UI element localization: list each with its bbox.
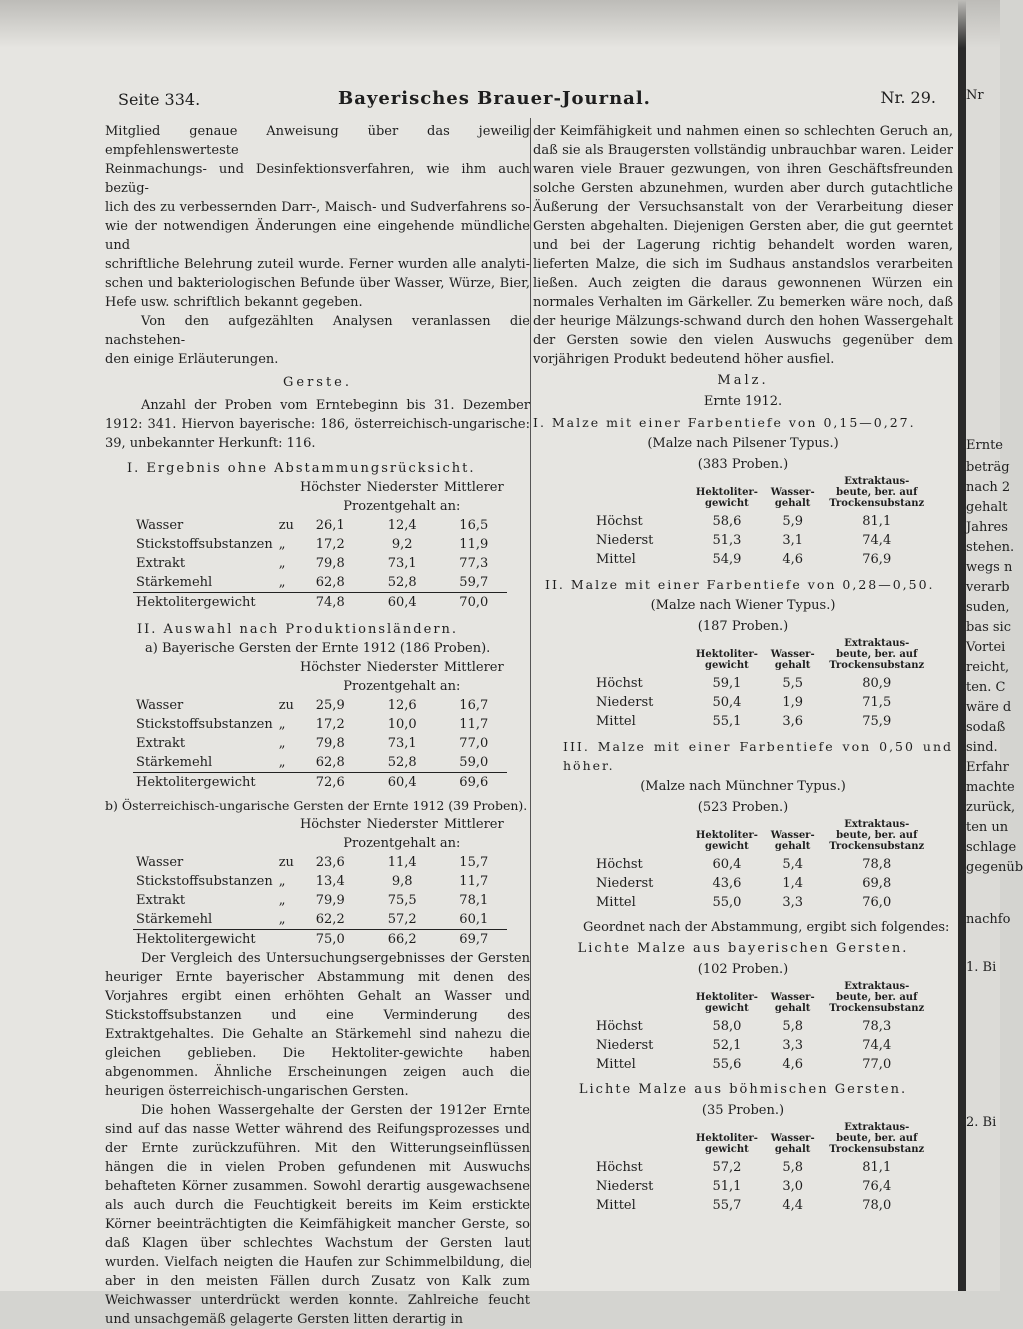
value-cell: 62,8 [297,573,364,593]
table-row [593,512,933,531]
value-cell: 11,7 [459,874,489,889]
malz-5-count: (35 Proben.) [701,1103,785,1118]
value-cell: 25,9 [315,698,345,713]
value-cell: 5,8 [782,1160,804,1175]
malz-1-table [593,476,933,569]
spacer-cell [276,658,297,677]
adjacent-page-fragment: Nr [966,88,984,103]
value-cell: 11,7 [459,717,489,732]
table-oesterreich [133,815,507,949]
value-cell: 74,4 [862,1038,892,1053]
value-cell: 57,2 [364,910,441,930]
row-label: Wasser [136,698,184,713]
column-header: Hektoliter- gewicht [695,487,758,509]
column-header: Niederster [366,660,438,675]
row-label: Niederst [596,533,654,548]
table-row [133,872,507,891]
value-cell: 5,9 [782,514,804,529]
value-cell: 72,6 [315,775,345,790]
unit-mark: „ [278,736,286,751]
adjacent-page-fragment: Jahres [966,520,1008,535]
row-label: Mittel [596,552,636,567]
unit-mark [276,593,297,613]
row-label: Stickstoffsubstanzen [136,874,273,889]
row-label: Höchst [596,857,643,872]
adjacent-page-fragment: zurück, [966,800,1016,815]
table-row [133,734,507,753]
value-cell: 17,2 [315,717,345,732]
column-header: Hektoliter- gewicht [695,649,758,671]
value-cell: 74,4 [862,533,892,548]
continued-paragraph: der Keimfähigkeit und nahmen einen so schlechten Geruch an, daß sie als Braugersten vollständig unbrauchbar waren. Leider waren viele Brauer gezwungen, von ihren Geschäftsfreunden solche Gersten abzunehmen, wurden aber durch gutachtliche Äußerung der Versuchsanstalt von der Verarbeitung dieser Gersten abgehalten. Diejenigen Gersten aber, die gut geerntet und bei der Lagerung richtig behandelt worden waren, lieferten Malze, die sich im Sudhaus anstandslos verarbeiten ließen. Auch zeigten die daraus gewonnenen Würzen ein normales Verhalten im Gärkeller. Zu bemerken wäre noch, daß der heurige Mälzungs-schwand durch den hohen Wassergehalt der Gersten sowie den vielen Auswuchs gegenüber dem vorjährigen Produkt bedeutend höher ausfiel. [533,124,953,367]
column-header: Niederster [366,480,438,495]
malz-2-table [593,638,933,731]
value-cell: 69,7 [459,932,489,947]
row-label: Höchst [596,1019,643,1034]
column-header: Höchster [299,817,361,832]
value-cell: 78,1 [459,893,489,908]
journal-title: Bayerisches Brauer-Journal. [338,88,651,109]
ernte-label: Ernte 1912. [703,394,783,409]
spacer-cell [133,658,276,677]
adjacent-page-fragment: sodaß [966,720,1006,735]
adjacent-page-fragment: gehalt [966,500,1008,515]
row-label: Wasser [136,855,184,870]
row-label: Stickstoffsubstanzen [136,537,273,552]
spacer-cell [133,497,276,516]
issue-number: Nr. 29. [880,88,936,107]
unit-mark: „ [276,573,297,593]
value-cell: 43,6 [712,876,742,891]
value-cell: 79,9 [315,893,345,908]
row-label: Mittel [596,1198,636,1213]
column-header: Hektoliter- gewicht [695,1133,758,1155]
table-row [593,712,933,731]
row-label: Extrakt [136,893,186,908]
table-row [133,593,507,613]
intro-line: schriftliche Belehrung zuteil wurde. Ferner wurden alle analyti- [105,257,530,272]
unit-mark: „ [276,910,297,930]
value-cell: 60,1 [441,910,507,930]
table-row [133,696,507,715]
table-row [593,531,933,550]
value-cell: 3,3 [782,1038,804,1053]
table-row [133,516,507,535]
value-cell: 57,2 [712,1160,742,1175]
row-label: Hektolitergewicht [136,775,256,790]
value-cell: 79,8 [315,736,345,751]
spacer-cell [593,638,689,674]
adjacent-page-fragment: nach 2 [966,480,1011,495]
adjacent-page-fragment: Vortei [966,640,1006,655]
malz-3-heading: III. Malze mit einer Farbentiefe von 0,50 und höher. [563,739,953,773]
column-header: Höchster [299,660,361,675]
intro-line: Hefe usw. schriftlich bekannt gegeben. [105,295,363,310]
malz-4-heading: Lichte Malze aus bayerischen Gersten. [577,941,909,956]
section-2-heading: II. Auswahl nach Produktionsländern. [137,622,459,637]
value-cell: 3,6 [782,714,804,729]
section-2b-heading: b) Österreichisch-ungarische Gersten der Ernte 1912 (39 Proben). [105,798,528,813]
value-cell: 12,4 [387,518,417,533]
value-cell: 52,8 [364,573,441,593]
table-row [593,893,933,912]
column-header: Hektoliter- gewicht [695,830,758,852]
value-cell: 77,3 [459,556,489,571]
value-cell: 11,9 [459,537,489,552]
value-cell: 5,5 [782,676,804,691]
row-label: Hektolitergewicht [136,932,256,947]
malz-4-count: (102 Proben.) [697,962,789,977]
column-header: Niederster [366,817,438,832]
value-cell: 66,2 [387,932,417,947]
unit-mark [276,773,297,793]
adjacent-page-fragment: machte [966,780,1015,795]
value-cell: 23,6 [315,855,345,870]
row-label: Niederst [596,1179,654,1194]
value-cell: 79,8 [315,556,345,571]
adjacent-page-fragment: Ernte [966,438,1003,453]
spacer-cell [593,819,689,855]
row-label: Stärkemehl [133,753,276,773]
value-cell: 59,1 [712,676,742,691]
prozent-label: Prozentgehalt an: [343,836,461,851]
malz-3-table [593,819,933,912]
table-row [593,1196,933,1215]
row-label: Niederst [596,1038,654,1053]
value-cell: 10,0 [387,717,417,732]
value-cell: 77,0 [459,736,489,751]
value-cell: 78,3 [862,1019,892,1034]
adjacent-page-fragment: ten. C [966,680,1006,695]
value-cell: 9,2 [391,537,413,552]
malz-2-type: (Malze nach Wiener Typus.) [650,598,836,613]
unit-mark: „ [278,537,286,552]
left-column [105,122,530,1329]
row-label: Stickstoffsubstanzen [136,717,273,732]
malz-heading: Malz. [717,373,769,388]
value-cell: 15,7 [459,855,489,870]
row-label: Mittel [596,1057,636,1072]
spacer-cell [593,981,689,1017]
value-cell: 69,6 [459,775,489,790]
malz-1-type: (Malze nach Pilsener Typus.) [647,436,839,451]
table-row [133,715,507,734]
value-cell: 17,2 [315,537,345,552]
value-cell: 1,9 [782,695,804,710]
malz-1-heading: I. Malze mit einer Farbentiefe von 0,15—0,27. [533,415,916,430]
row-label: Höchst [596,676,643,691]
table-ergebnis [133,478,507,612]
spacer-cell [276,815,297,834]
column-header: Extraktaus- beute, ber. auf Trockensubstanz [829,819,925,852]
unit-mark: zu [278,698,294,713]
unit-mark: „ [278,556,286,571]
adjacent-page-fragment: nachfo [966,912,1011,927]
page-header [118,88,936,116]
section-1-heading: I. Ergebnis ohne Abstammungsrücksicht. [127,461,476,476]
column-header: Wasser- gehalt [770,992,815,1014]
value-cell: 75,0 [315,932,345,947]
column-header: Extraktaus- beute, ber. auf Trockensubstanz [829,638,925,671]
row-label: Niederst [596,695,654,710]
value-cell: 55,0 [712,895,742,910]
spacer-cell [133,677,276,696]
malz-3-count: (523 Proben.) [697,800,789,815]
table-row [593,1055,933,1074]
adjacent-page-fragment: suden, [966,600,1010,615]
value-cell: 69,8 [862,876,892,891]
right-column [533,122,953,1215]
value-cell: 60,4 [387,775,417,790]
column-header: Extraktaus- beute, ber. auf Trockensubstanz [829,476,925,509]
row-label: Mittel [596,895,636,910]
adjacent-page-fragment: 2. Bi [966,1115,997,1130]
table-row [133,554,507,573]
value-cell: 76,0 [862,895,892,910]
value-cell: 71,5 [862,695,892,710]
table-row [133,573,507,593]
table-row [133,853,507,872]
prozent-label: Prozentgehalt an: [343,679,461,694]
malz-2-count: (187 Proben.) [697,619,789,634]
water-paragraph: Die hohen Wassergehalte der Gersten der 1912er Ernte sind auf das nasse Wetter während des Reifungsprozesses und der Ernte zurückzuführen. Mit den Witterungseinflüssen hängen die in vielen Proben gefundenen mit Auswuchs behafteten Körner zusammen. Sowohl derartig ausgewachsene als auch durch die Feuchtigkeit bereits im Keim erstickte Körner beeinträchtigten die Keimfähigkeit mancher Gerste, so daß Klagen über schlechtes Wachstum der Gersten laut wurden. Vielfach neigten die Haufen zur Schimmelbildung, die aber in den meisten Fällen durch Zusatz von Kalk zum Weichwasser unterdrückt werden konnte. Zahlreiche feucht und unsachgemäß gelagerte Gersten litten derartig in [105,1103,530,1327]
value-cell: 70,0 [459,595,489,610]
value-cell: 55,6 [712,1057,742,1072]
column-header: Wasser- gehalt [770,649,815,671]
value-cell: 59,7 [441,573,507,593]
value-cell: 13,4 [315,874,345,889]
spacer-cell [276,497,297,516]
value-cell: 55,1 [712,714,742,729]
unit-mark: „ [278,717,286,732]
intro-line: lich des zu verbessernden Darr-, Maisch- und Sudverfahrens so- [105,200,530,215]
malz-5-table [593,1122,933,1215]
adjacent-page [966,0,1023,1291]
adjacent-page-fragment: verarb [966,580,1010,595]
table-row [593,674,933,693]
column-header: Wasser- gehalt [770,830,815,852]
value-cell: 60,4 [712,857,742,872]
value-cell: 3,0 [782,1179,804,1194]
value-cell: 73,1 [387,736,417,751]
intro-line: wie der notwendigen Änderungen eine eingehende mündliche und [105,219,530,253]
row-label: Niederst [596,876,654,891]
value-cell: 4,6 [782,1057,804,1072]
value-cell: 59,0 [441,753,507,773]
adjacent-page-fragment: wäre d [966,700,1012,715]
table-row [133,535,507,554]
value-cell: 12,6 [387,698,417,713]
column-header: Mittlerer [443,480,504,495]
value-cell: 81,1 [862,514,892,529]
value-cell: 62,8 [297,753,364,773]
spacer-cell [593,476,689,512]
column-header: Höchster [299,480,361,495]
intro-line: Reinmachungs- und Desinfektionsverfahren, wie ihm auch bezüg- [105,162,530,196]
intro-paragraph [105,122,530,312]
spacer-cell [276,677,297,696]
column-rule [530,118,531,1268]
sample-count-paragraph: Anzahl der Proben vom Erntebeginn bis 31. Dezember 1912: 341. Hiervon bayerische: 186, österreichisch-ungarische: 39, unbekannter Herkunft: 116. [105,398,530,451]
table-row [593,874,933,893]
adjacent-page-fragment: schlage [966,840,1017,855]
binding-edge [958,0,966,1291]
malz-1-count: (383 Proben.) [697,457,789,472]
adjacent-page-fragment: beträg [966,460,1010,475]
table-row [593,1158,933,1177]
page-number: Seite 334. [118,90,201,109]
value-cell: 75,5 [387,893,417,908]
value-cell: 3,3 [782,895,804,910]
table-row [133,891,507,910]
spacer-cell [133,834,276,853]
column-header: Mittlerer [443,660,504,675]
value-cell: 52,8 [364,753,441,773]
value-cell: 5,4 [782,857,804,872]
value-cell: 16,7 [459,698,489,713]
value-cell: 54,9 [712,552,742,567]
value-cell: 51,3 [712,533,742,548]
malz-4-table [593,981,933,1074]
value-cell: 4,6 [782,552,804,567]
malz-3-type: (Malze nach Münchner Typus.) [640,779,846,794]
abstammung-paragraph: Geordnet nach der Abstammung, ergibt sich folgendes: [583,920,950,935]
table-row [593,855,933,874]
adjacent-page-fragment: reicht, [966,660,1010,675]
value-cell: 78,8 [862,857,892,872]
table-row [593,1036,933,1055]
adjacent-page-fragment: wegs n [966,560,1013,575]
column-header: Hektoliter- gewicht [695,992,758,1014]
explanation-paragraph: Von den aufgezählten Analysen veranlassen die nachstehen- den einige Erläuterungen. [105,314,530,367]
row-label: Mittel [596,714,636,729]
unit-mark: „ [278,874,286,889]
adjacent-page-fragment: 1. Bi [966,960,997,975]
table-row [593,1017,933,1036]
adjacent-page-fragment: ten un [966,820,1009,835]
value-cell: 76,9 [862,552,892,567]
value-cell: 3,1 [782,533,804,548]
unit-mark: zu [278,518,294,533]
row-label: Stärkemehl [133,573,276,593]
value-cell: 55,7 [712,1198,742,1213]
section-2a-heading: a) Bayerische Gersten der Ernte 1912 (186 Proben). [145,641,491,656]
value-cell: 50,4 [712,695,742,710]
column-header: Wasser- gehalt [770,1133,815,1155]
table-row [593,550,933,569]
table-row [133,930,507,950]
value-cell: 81,1 [862,1160,892,1175]
value-cell: 77,0 [862,1057,892,1072]
value-cell: 74,8 [315,595,345,610]
row-label: Höchst [596,1160,643,1175]
value-cell: 62,2 [297,910,364,930]
column-header: Wasser- gehalt [770,487,815,509]
malz-2-heading: II. Malze mit einer Farbentiefe von 0,28—0,50. [545,577,935,592]
value-cell: 80,9 [862,676,892,691]
row-label: Hektolitergewicht [136,595,256,610]
table-bayerische [133,658,507,792]
row-label: Extrakt [136,556,186,571]
value-cell: 51,1 [712,1179,742,1194]
intro-line: Mitglied genaue Anweisung über das jeweilig empfehlenswerteste [105,124,530,158]
spacer-cell [133,815,276,834]
row-label: Höchst [596,514,643,529]
unit-mark: „ [276,753,297,773]
value-cell: 78,0 [862,1198,892,1213]
adjacent-page-fragment: bas sic [966,620,1011,635]
value-cell: 1,4 [782,876,804,891]
comparison-paragraph: Der Vergleich des Untersuchungsergebnisses der Gersten heuriger Ernte bayerischer Abstammung mit denen des Vorjahres ergibt einen erhöhten Gehalt an Wasser und Stickstoffsubstanzen und eine Verminderung des Extraktgehaltes. Die Gehalte an Stärkemehl sind nahezu die gleichen geblieben. Die Hektoliter-gewichte haben abgenommen. Ähnliche Erscheinungen zeigen auch die heurigen österreichisch-ungarischen Gersten. [105,951,530,1099]
value-cell: 11,4 [387,855,417,870]
value-cell: 75,9 [862,714,892,729]
value-cell: 26,1 [315,518,345,533]
adjacent-page-fragment: gegenüb [966,860,1023,875]
intro-line: schen und bakteriologischen Befunde über Wasser, Würze, Bier, [105,276,530,291]
prozent-label: Prozentgehalt an: [343,499,461,514]
row-label: Stärkemehl [133,910,276,930]
table-row [593,1177,933,1196]
spacer-cell [276,478,297,497]
spacer-cell [133,478,276,497]
value-cell: 58,6 [712,514,742,529]
value-cell: 5,8 [782,1019,804,1034]
value-cell: 4,4 [782,1198,804,1213]
scan-shadow [0,0,1000,48]
adjacent-page-fragment: stehen. [966,540,1015,555]
column-header: Mittlerer [443,817,504,832]
value-cell: 9,8 [391,874,413,889]
column-header: Extraktaus- beute, ber. auf Trockensubstanz [829,1122,925,1155]
table-row [133,773,507,793]
gerste-heading: Gerste. [282,375,352,390]
unit-mark: zu [278,855,294,870]
unit-mark: „ [278,893,286,908]
column-header: Extraktaus- beute, ber. auf Trockensubstanz [829,981,925,1014]
value-cell: 73,1 [387,556,417,571]
value-cell: 60,4 [387,595,417,610]
value-cell: 76,4 [862,1179,892,1194]
spacer-cell [276,834,297,853]
table-row [133,753,507,773]
unit-mark [276,930,297,950]
table-row [133,910,507,930]
value-cell: 52,1 [712,1038,742,1053]
adjacent-page-fragment: Erfahr [966,760,1009,775]
table-row [593,693,933,712]
value-cell: 16,5 [459,518,489,533]
malz-5-heading: Lichte Malze aus böhmischen Gersten. [578,1082,908,1097]
row-label: Extrakt [136,736,186,751]
row-label: Wasser [136,518,184,533]
spacer-cell [593,1122,689,1158]
value-cell: 58,0 [712,1019,742,1034]
adjacent-page-fragment: sind. [966,740,998,755]
